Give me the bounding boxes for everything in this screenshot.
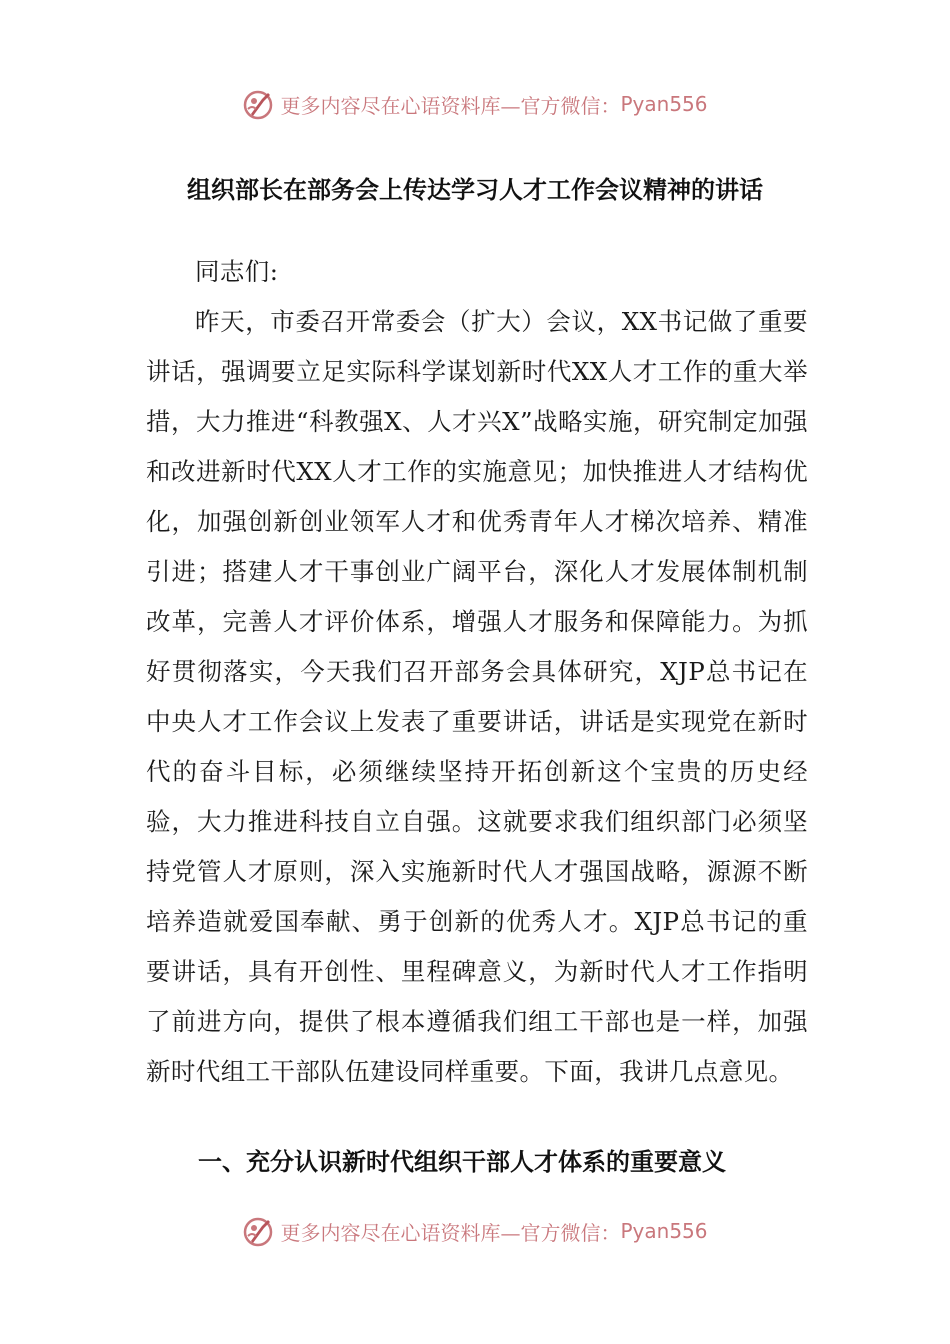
watermark-wechat-id: Pyan556 — [620, 92, 708, 116]
salutation: 同志们: — [195, 257, 279, 286]
pen-nib-logo-icon — [242, 87, 276, 121]
watermark-banner-top — [0, 86, 950, 122]
watermark-text: 更多内容尽在心语资料库—官方微信： — [280, 1220, 621, 1245]
section-heading: 一、充分认识新时代组织干部人才体系的重要意义 — [198, 1148, 726, 1176]
watermark-wechat-id: Pyan556 — [620, 1219, 708, 1243]
document-body — [146, 247, 808, 1097]
watermark-text: 更多内容尽在心语资料库—官方微信： — [280, 93, 621, 118]
document-title: 组织部长在部务会上传达学习人才工作会议精神的讲话 — [187, 176, 763, 204]
watermark-banner-bottom — [0, 1213, 950, 1249]
pen-nib-logo-icon — [242, 1214, 276, 1248]
body-paragraph: 昨天，市委召开常委会（扩大）会议，XX书记做了重要讲话，强调要立足实际科学谋划新时代XX人才工作的重大举措，大力推进“科教强X、人才兴X”战略实施，研究制定加强和改进新时代XX人才工作的实施意见；加快推进人才结构优化，加强创新创业领军人才和优秀青年人才梯次培养、精准引进；搭建人才干事创业广阔平台，深化人才发展体制机制改革，完善人才评价体系，增强人才服务和保障能力。为抓好贯彻落实，今天我们召开部务会具体研究，XJP总书记在中央人才工作会议上发表了重要讲话，讲话是实现党在新时代的奋斗目标，必须继续坚持开拓创新这个宝贵的历史经验，大力推进科技自立自强。这就要求我们组织部门必须坚持党管人才原则，深入实施新时代人才强国战略，源源不断培养造就爱国奉献、勇于创新的优秀人才。XJP总书记的重要讲话，具有开创性、里程碑意义，为新时代人才工作指明了前进方向，提供了根本遵循我们组工干部也是一样，加强新时代组工干部队伍建设同样重要。下面，我讲几点意见。 — [146, 307, 808, 1086]
